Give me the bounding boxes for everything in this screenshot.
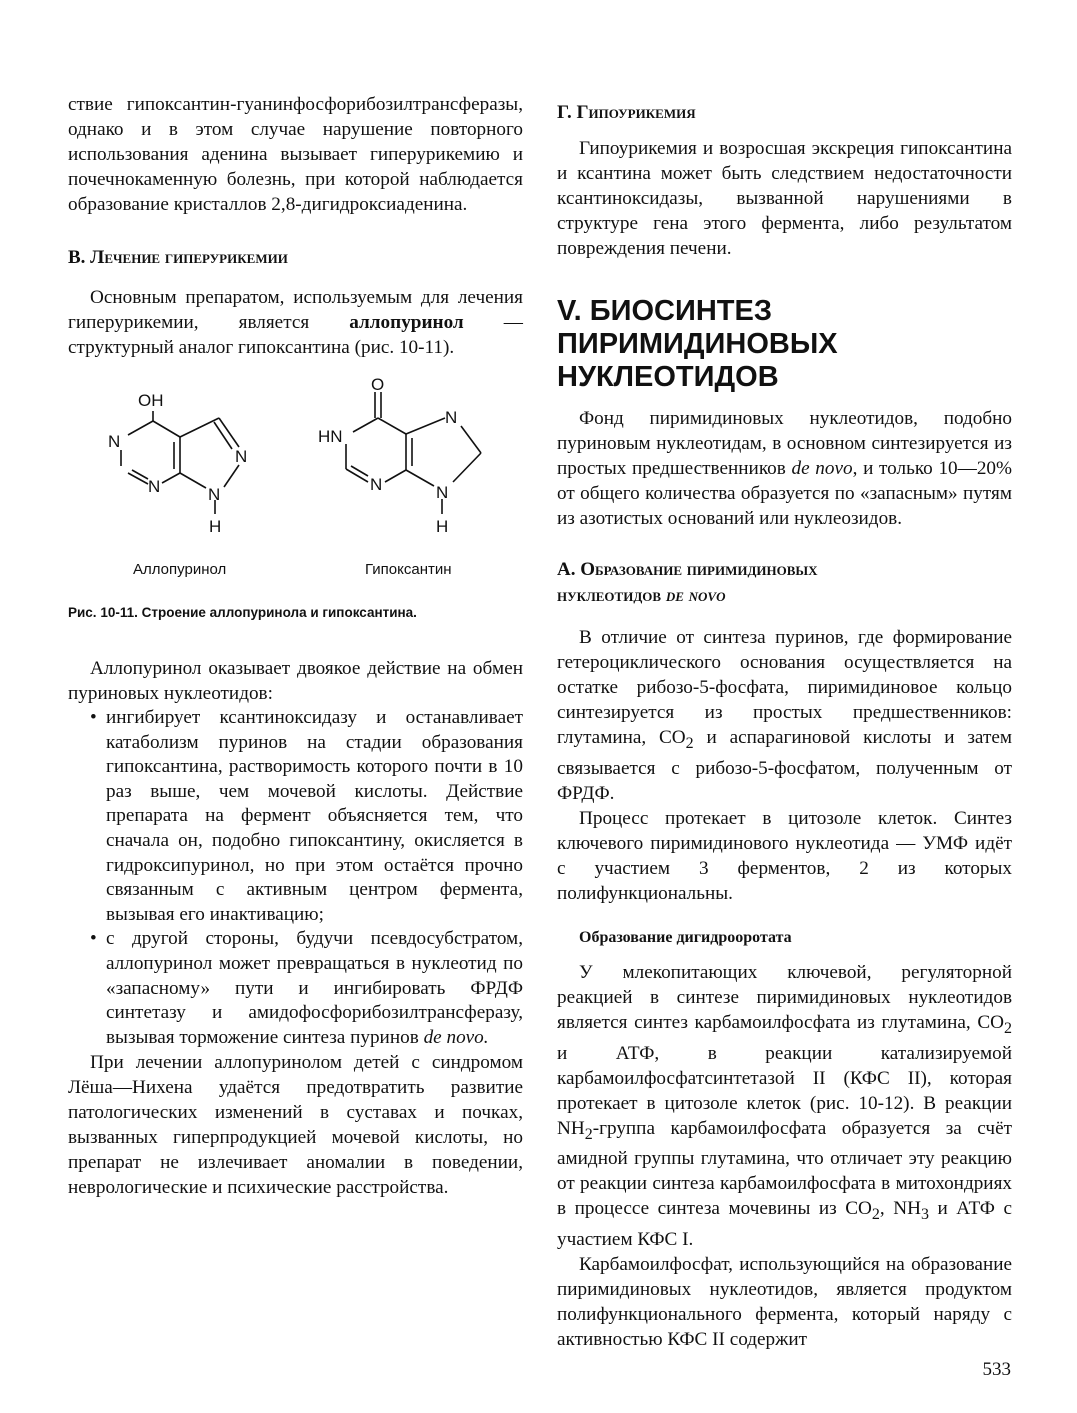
effects-list xyxy=(68,706,523,1050)
allopurinol-structure xyxy=(98,378,268,553)
subscript: 2 xyxy=(1004,1019,1012,1037)
section-a-paragraph-2: Процесс протекает в цитозоле клеток. Синтез ключевого пиримидинового нуклеотида — УМФ идёт с участием 3 ферментов, 2 из которых полифункциональны. xyxy=(557,807,1012,904)
atom-hn: HN xyxy=(318,427,343,446)
heading-line: А. Образование пиримидиновых xyxy=(557,559,818,580)
heading-line: нуклеотидов xyxy=(557,585,666,606)
text-span: -группа карбамоилфосфата образуется за счёт амидной группы глутамина, что отличает эту реакцию от реакции синтеза карбамоилфосфата в митохондриях в процессе синтеза мочевины из CO xyxy=(557,1117,1012,1220)
chapter-heading-line: НУКЛЕОТИДОВ xyxy=(557,361,779,393)
text-span: и АТФ с участием КФС I. xyxy=(557,1198,1012,1251)
list-item xyxy=(106,927,523,1050)
allopurinol-term: аллопуринол xyxy=(349,312,464,333)
chapter-heading xyxy=(557,295,1012,394)
page-number: 533 xyxy=(982,1359,1011,1380)
text-span: У млекопитающих ключевой, регуляторной реакцией в синтезе пиримидиновых нуклеотидов является синтез карбамоилфосфата из глутамина, CO xyxy=(557,961,1012,1033)
atom-n: N xyxy=(235,447,248,466)
section-v-heading: В. Лечение гиперурикемии xyxy=(68,247,288,268)
left-column xyxy=(68,92,523,1200)
lesch-nyhan-paragraph: При лечении аллопуринолом детей с синдромом Лёша—Нихена удаётся предотвратить развитие патологических изменений в суставах и почках, вызванных гиперпродукцией мочевой кислоты, но препарат не излечивает аномалии в поведении, неврологические и психические расстройства. xyxy=(68,1052,523,1199)
atom-n: N xyxy=(148,477,161,496)
atom-n: N xyxy=(108,432,121,451)
de-novo-term: de novo. xyxy=(423,1026,489,1048)
chapter-intro-paragraph xyxy=(557,406,1012,531)
hypoxanthine-label: Гипоксантин xyxy=(365,561,452,578)
subscript: 2 xyxy=(685,734,694,752)
mammals-paragraph xyxy=(557,960,1012,1252)
figure-10-11 xyxy=(68,378,523,618)
section-g-heading: Г. Гипоурикемия xyxy=(557,102,696,123)
text-span: , и только 10—20% от общего количества образуется по «запасным» путям из азотистых оснований или нуклеозидов. xyxy=(557,458,1012,529)
subsection-heading: Образование дигидрооротата xyxy=(579,928,792,946)
text-span: с другой стороны, будучи псевдосубстратом, аллопуринол может превращаться в нуклеотид по «запасному» пути и ингибировать ФРДФ синтетазу и амидофосфорибозилтрансферазу, вызывая торможение синтеза пуринов xyxy=(106,928,523,1048)
section-g-paragraph: Гипоурикемия и возросшая экскреция гипоксантина и ксантина может быть следствием недостаточности ксантиноксидазы, вызванной нарушениями в структуре гена этого фермента, либо результатом повреждения печени. xyxy=(557,138,1012,259)
allopurinol-dual-paragraph: Аллопуринол оказывает двоякое действие на обмен пуриновых нуклеотидов: xyxy=(68,658,523,704)
right-column xyxy=(557,92,1012,1352)
subscript: 2 xyxy=(871,1206,880,1224)
atom-oh: OH xyxy=(138,391,164,410)
chapter-heading-line: ПИРИМИДИНОВЫХ xyxy=(557,328,838,360)
list-item: • ингибирует ксантиноксидазу и останавливает катаболизм пуринов на стадии образования гипоксантина, растворимость которого почти в 10 раз выше, чем мочевой кислоты. Действие препарата на фермент объясняется тем, что сначала он, подобно гипоксантину, окисляется в гидроксипуринол, но при этом остаётся прочно связанным с активным центром фермента, вызывая его инактивацию; xyxy=(106,706,523,927)
text-span: и аспарагиновой кислоты и затем связывается с рибозо-5-фосфатом, полученным от ФРДФ. xyxy=(557,727,1012,804)
text-span: В отличие от синтеза пуринов, где формирование гетероциклического основания осуществляется на остатке рибозо-5-фосфата, пиримидиновое кольцо синтезируется из простых предшественников: глутамина, CO xyxy=(557,627,1012,748)
atom-h: H xyxy=(209,517,222,536)
text-span: Основным препаратом, используемым для лечения гиперурикемии, является xyxy=(68,287,523,333)
de-novo-term: de novo xyxy=(665,585,726,606)
hypoxanthine-structure xyxy=(313,378,513,553)
subscript: 3 xyxy=(920,1206,929,1224)
atom-n: N xyxy=(445,408,458,427)
intro-paragraph: ствие гипоксантин-гуанинфосфорибозилтрансферазы, однако и в этом случае нарушение повторного использования аденина вызывает гиперурикемию и почечнокаменную болезнь, при которой наблюдается образование кристаллов 2,8-дигидроксиаденина. xyxy=(68,94,523,215)
de-novo-term: de novo xyxy=(791,458,853,479)
atom-n: N xyxy=(208,485,221,504)
carbamoyl-paragraph: Карбамоилфосфат, использующийся на образование пиримидиновых нуклеотидов, является продуктом полифункционального фермента, который наряду с активностью КФС II содержит xyxy=(557,1254,1012,1351)
atom-o: O xyxy=(371,378,385,394)
subscript: 2 xyxy=(584,1125,593,1143)
section-a-paragraph-1 xyxy=(557,625,1012,806)
atom-h: H xyxy=(436,517,449,536)
text-span: Фонд пиримидиновых нуклеотидов, подобно пуриновым нуклеотидам, в основном синтезируется из простых предшественников xyxy=(557,408,1012,479)
figure-caption: Рис. 10-11. Строение аллопуринола и гипоксантина. xyxy=(68,605,417,620)
section-v-paragraph xyxy=(68,285,523,360)
section-a-heading xyxy=(557,557,1012,609)
chapter-heading-line: V. БИОСИНТЕЗ xyxy=(557,295,772,327)
text-span: и АТФ, в реакции катализируемой карбамоилфосфатсинтетазой II (КФС II), которая протекает в цитозоле клеток (рис. 10-12). В реакции NH xyxy=(557,1042,1012,1139)
text-span: — структурный аналог гипоксантина (рис. 10-11). xyxy=(68,312,523,358)
atom-n: N xyxy=(436,483,449,502)
text-span: , NH xyxy=(879,1198,921,1220)
atom-n: N xyxy=(370,475,383,494)
allopurinol-label: Аллопуринол xyxy=(133,561,227,578)
